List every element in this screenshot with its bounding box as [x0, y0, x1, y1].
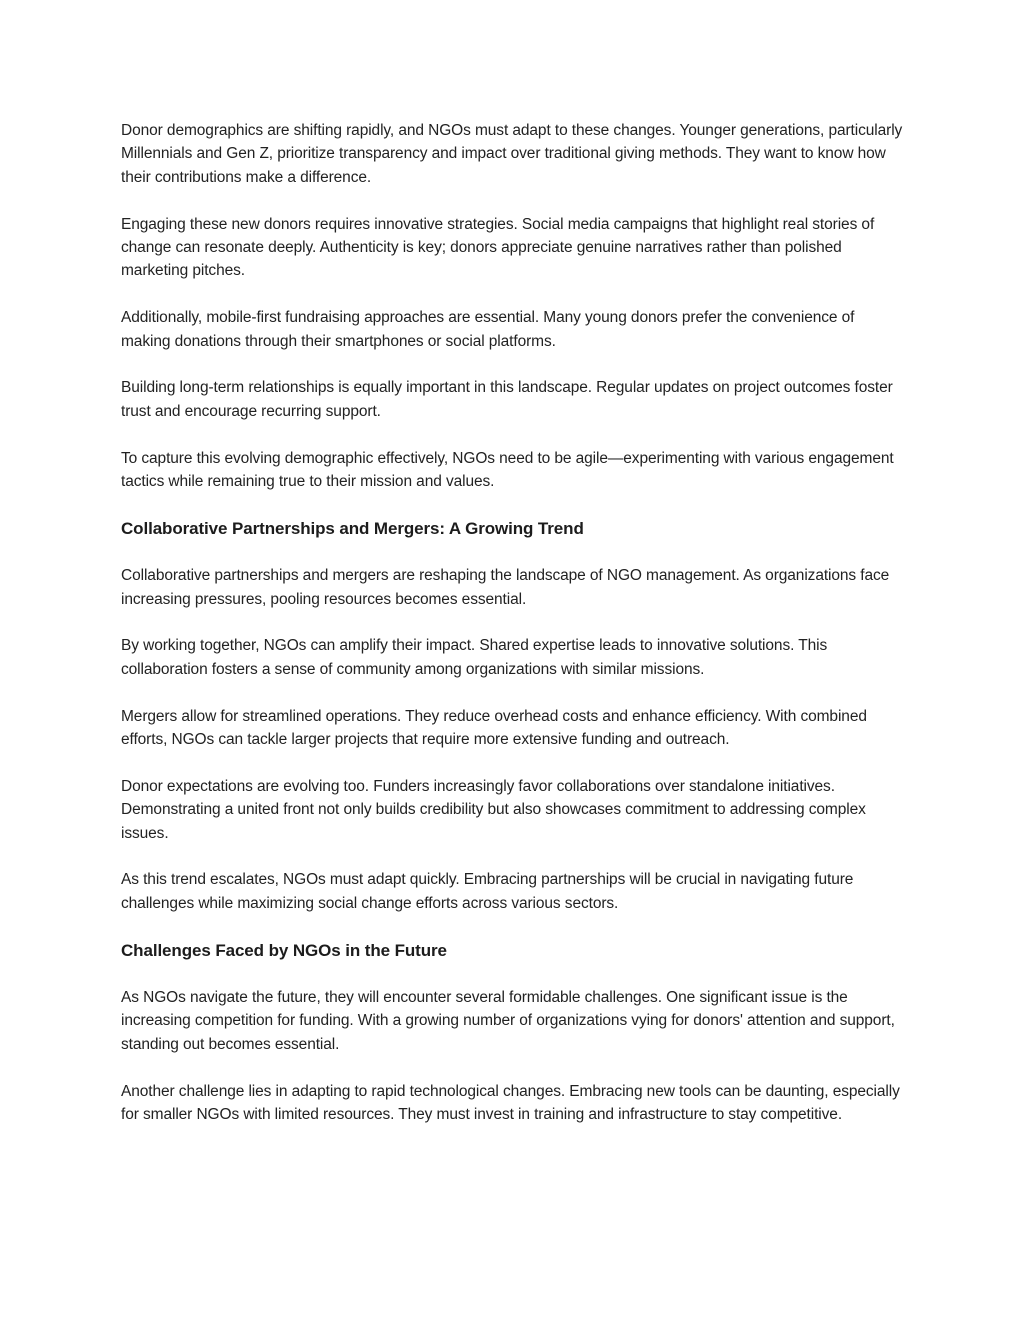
partnerships-section — [121, 517, 906, 915]
paragraph: By working together, NGOs can amplify their impact. Shared expertise leads to innovative solutions. This collaboration fosters a sense of community among organizations with similar missions. — [121, 637, 828, 678]
paragraph: Additionally, mobile-first fundraising approaches are essential. Many young donors prefer the convenience of making donations through their smartphones or social platforms. — [121, 309, 855, 350]
paragraph: Donor expectations are evolving too. Funders increasingly favor collaborations over standalone initiatives. Demonstrating a united front not only builds credibility but also showcases commitment to addressing complex issues. — [121, 777, 866, 842]
paragraph: Mergers allow for streamlined operations. They reduce overhead costs and enhance efficiency. With combined efforts, NGOs can tackle larger projects that require more extensive funding and outreach. — [121, 707, 867, 749]
section-heading: Challenges Faced by NGOs in the Future — [121, 940, 447, 960]
paragraph: Building long-term relationships is equally important in this landscape. Regular updates on project outcomes foster trust and encourage recurring support. — [121, 379, 893, 420]
paragraph: To capture this evolving demographic effectively, NGOs need to be agile—experimenting with various engagement tactics while remaining true to their mission and values. — [121, 449, 894, 491]
challenges-section — [121, 939, 906, 1127]
paragraph: Collaborative partnerships and mergers are reshaping the landscape of NGO management. As organizations face increasing pressures, pooling resources becomes essential. — [121, 567, 890, 608]
paragraph: As NGOs navigate the future, they will encounter several formidable challenges. One significant issue is the increasing competition for funding. With a growing number of organizations vying for donors' attention and support, standing out becomes essential. — [121, 989, 895, 1053]
paragraph: Engaging these new donors requires innovative strategies. Social media campaigns that highlight real stories of change can resonate deeply. Authenticity is key; donors appreciate genuine narratives rather than polished marketing pitches. — [121, 215, 875, 280]
paragraph: Another challenge lies in adapting to rapid technological changes. Embracing new tools can be daunting, especially for smaller NGOs with limited resources. They must invest in training and infrastructure to stay competitive. — [121, 1082, 900, 1124]
intro-section — [121, 119, 906, 493]
paragraph: Donor demographics are shifting rapidly, and NGOs must adapt to these changes. Younger generations, particularly Millennials and Gen Z, prioritize transparency and impact over traditional giving methods. They want to know how their contributions make a difference. — [121, 122, 903, 186]
paragraph: As this trend escalates, NGOs must adapt quickly. Embracing partnerships will be crucial in navigating future challenges while maximizing social change efforts across various sectors. — [121, 871, 854, 912]
document-page — [121, 119, 906, 1150]
section-heading: Collaborative Partnerships and Mergers: A Growing Trend — [121, 518, 584, 538]
